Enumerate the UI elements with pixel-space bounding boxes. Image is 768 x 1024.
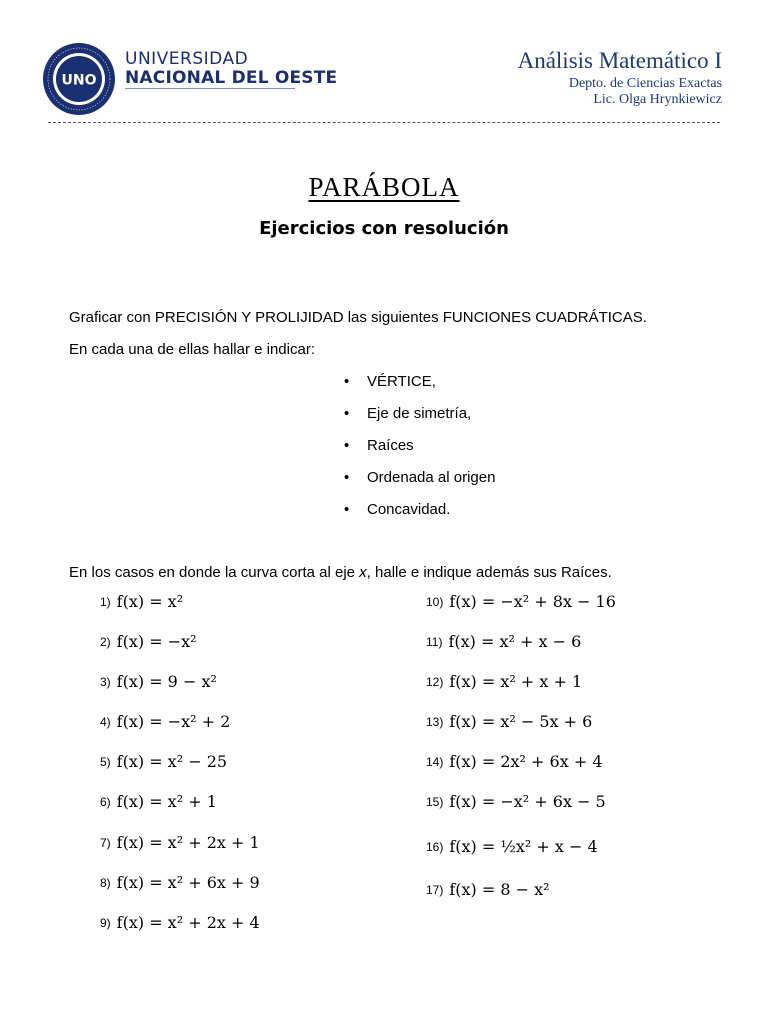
list-item: • Concavidad. [344,500,495,532]
exercise-number: 14) [426,754,444,769]
department-name: Depto. de Ciencias Exactas [568,76,722,91]
university-name [125,50,337,88]
instruction-line-3-start: En los casos en donde la curva corta al eje [69,564,360,581]
exercise-number: 8) [100,875,111,890]
exercise-formula: f(x) = x² − 25 [116,752,228,771]
page-header [0,0,768,130]
university-name-line2: NACIONAL DEL OESTE [125,68,338,88]
exercise-formula: f(x) = x² [116,592,184,611]
list-item: • Raíces [344,436,495,468]
exercise-item [100,712,230,731]
exercise-number: 9) [100,915,111,930]
instruction-line-2: En cada una de ellas hallar e indicar: [69,341,315,358]
exercise-formula: f(x) = x² + x + 1 [449,672,583,691]
exercise-item [426,632,581,651]
course-title: Análisis Matemático I [517,48,722,73]
exercise-formula: f(x) = ½x² + x − 4 [449,837,598,856]
header-divider [48,122,720,123]
svg-text:UNO: UNO [61,72,97,89]
exercise-number: 2) [100,634,111,649]
exercise-number: 5) [100,754,111,769]
list-item: • Eje de simetría, [344,404,495,436]
exercise-item [100,592,183,611]
course-info [518,46,722,108]
exercise-number: 12) [426,674,444,689]
exercise-number: 16) [426,839,444,854]
requirements-list [344,372,495,532]
exercise-item [100,833,260,852]
exercise-formula: f(x) = 9 − x² [116,672,217,691]
exercise-number: 13) [426,714,444,729]
exercise-formula: f(x) = x² + 2x + 1 [116,833,260,852]
exercise-number: 15) [426,794,444,809]
exercise-formula: f(x) = −x² + 2 [116,712,231,731]
university-name-underline [125,88,295,89]
instruction-line-3 [69,563,612,583]
document-subtitle: Ejercicios con resolución [259,218,509,239]
instruction-line-3-end: , halle e indique además sus Raíces. [366,564,612,581]
teacher-name: Lic. Olga Hrynkiewicz [593,92,722,107]
exercise-item [426,752,603,771]
exercise-formula: f(x) = x² + 2x + 4 [116,913,260,932]
list-item: • VÉRTICE, [344,372,495,404]
university-name-line1: UNIVERSIDAD [125,49,249,69]
exercise-item [100,752,227,771]
document-title: PARÁBOLA [308,172,460,202]
exercise-item [426,592,616,611]
exercise-number: 17) [426,882,444,897]
exercise-formula: f(x) = x² + x − 6 [448,632,582,651]
instruction-line-3-variable: x [359,564,367,581]
exercise-number: 1) [100,594,111,609]
exercise-number: 11) [426,634,443,649]
exercise-formula: f(x) = −x² + 8x − 16 [449,592,616,611]
exercise-item [100,672,217,691]
exercise-item [426,672,582,691]
exercise-item [426,837,598,856]
exercise-item [100,913,260,932]
exercise-item [426,712,592,731]
university-seal-logo [42,42,116,116]
exercise-formula: f(x) = −x² + 6x − 5 [449,792,606,811]
exercise-formula: f(x) = x² − 5x + 6 [449,712,593,731]
exercise-item [100,873,260,892]
exercise-number: 4) [100,714,111,729]
instruction-line-1: Graficar con PRECISIÓN Y PROLIJIDAD las siguientes FUNCIONES CUADRÁTICAS. [69,309,647,326]
exercise-item [426,880,550,899]
exercise-number: 3) [100,674,111,689]
exercise-number: 10) [426,594,444,609]
exercise-number: 7) [100,835,111,850]
exercise-formula: f(x) = −x² [116,632,197,651]
exercise-number: 6) [100,794,111,809]
list-item: • Ordenada al origen [344,468,495,500]
exercise-formula: f(x) = x² + 6x + 9 [116,873,260,892]
exercise-formula: f(x) = x² + 1 [116,792,217,811]
exercise-item [426,792,606,811]
exercise-formula: f(x) = 2x² + 6x + 4 [449,752,603,771]
exercise-formula: f(x) = 8 − x² [449,880,550,899]
exercise-item [100,632,197,651]
exercise-item [100,792,217,811]
